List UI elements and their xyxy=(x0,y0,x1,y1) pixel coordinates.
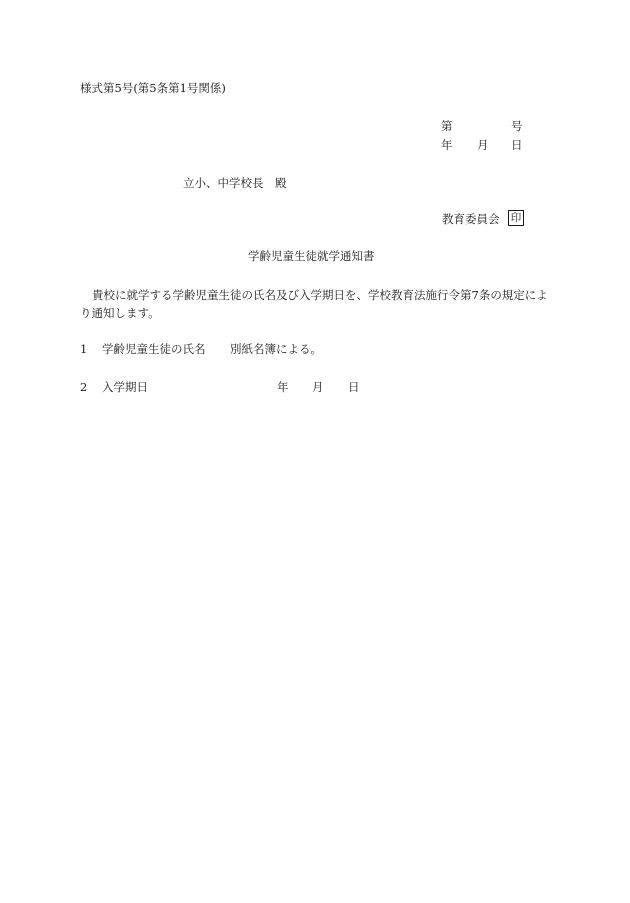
item-number: 1 xyxy=(80,342,88,356)
addressee: 立小、中学校長 殿 xyxy=(183,176,287,190)
date-month-label: 月 xyxy=(477,138,489,152)
sender-name: 教育委員会 xyxy=(442,212,500,226)
date-day-label: 日 xyxy=(511,138,523,152)
form-number: 様式第5号(第5条第1号関係) xyxy=(80,81,226,95)
date-year-label: 年 xyxy=(441,138,453,152)
item-label-student-name: 学齢児童生徒の氏名 xyxy=(102,342,206,356)
item-label-admission-date: 入学期日 xyxy=(102,380,148,394)
seal-mark: 印 xyxy=(508,210,524,226)
admission-year-label: 年 xyxy=(277,380,289,394)
document-number-suffix: 号 xyxy=(511,119,523,133)
admission-day-label: 日 xyxy=(348,380,360,394)
item-number: 2 xyxy=(80,380,88,394)
admission-month-label: 月 xyxy=(312,380,324,394)
item-value-student-name: 別紙名簿による。 xyxy=(230,342,322,356)
document-title: 学齢児童生徒就学通知書 xyxy=(248,249,375,263)
body-text: 貴校に就学する学齢児童生徒の氏名及び入学期日を、学校教育法施行令第7条の規定により通知します。 xyxy=(80,288,548,320)
document-number-prefix: 第 xyxy=(441,119,453,133)
